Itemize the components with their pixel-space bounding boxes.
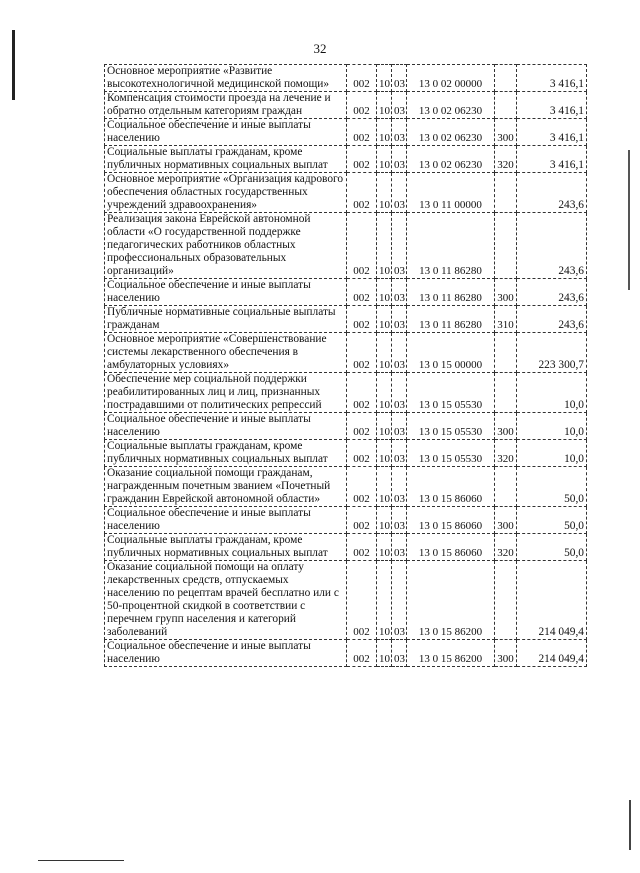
- expense-type-code: 310: [495, 306, 517, 333]
- ministry-code: 002: [347, 173, 377, 213]
- expense-type-code: 320: [495, 146, 517, 173]
- ministry-code: 002: [347, 440, 377, 467]
- target-article-code: 13 0 15 05530: [407, 413, 495, 440]
- expense-type-code: [495, 213, 517, 279]
- section-code: 10: [377, 413, 392, 440]
- subsection-code: 03: [392, 279, 407, 306]
- section-code: 10: [377, 467, 392, 507]
- table-row: [105, 119, 587, 146]
- page-number: 32: [313, 41, 327, 56]
- expense-type-code: [495, 333, 517, 373]
- section-code: 10: [377, 92, 392, 119]
- row-name: Социальное обеспечение и иные выплаты населению: [105, 413, 347, 440]
- section-code: 10: [377, 333, 392, 373]
- table-row: [105, 173, 587, 213]
- target-article-code: 13 0 02 06230: [407, 119, 495, 146]
- expense-type-code: [495, 467, 517, 507]
- ministry-code: 002: [347, 65, 377, 92]
- section-code: 10: [377, 119, 392, 146]
- section-code: 10: [377, 373, 392, 413]
- expense-type-code: 320: [495, 534, 517, 561]
- subsection-code: 03: [392, 65, 407, 92]
- expense-type-code: [495, 92, 517, 119]
- row-name: Оказание социальной помощи на оплату лекарственных средств, отпускаемых населению по рецептам врачей бесплатно или с 50-процентной скидкой в соответствии с перечнем групп населения и категорий заболеваний: [105, 561, 347, 640]
- amount: 50,0: [517, 534, 587, 561]
- target-article-code: 13 0 11 00000: [407, 173, 495, 213]
- budget-table: [104, 64, 587, 667]
- section-code: 10: [377, 534, 392, 561]
- table-row: [105, 440, 587, 467]
- scan-edge-mark: [629, 800, 631, 850]
- amount: 243,6: [517, 213, 587, 279]
- table-row: [105, 65, 587, 92]
- target-article-code: 13 0 15 86060: [407, 507, 495, 534]
- target-article-code: 13 0 02 00000: [407, 65, 495, 92]
- target-article-code: 13 0 02 06230: [407, 92, 495, 119]
- table-row: [105, 333, 587, 373]
- table-row: [105, 467, 587, 507]
- section-code: 10: [377, 440, 392, 467]
- amount: 10,0: [517, 440, 587, 467]
- table-row: [105, 213, 587, 279]
- ministry-code: 002: [347, 561, 377, 640]
- subsection-code: 03: [392, 467, 407, 507]
- table-row: [105, 413, 587, 440]
- row-name: Компенсация стоимости проезда на лечение и обратно отдельным категориям граждан: [105, 92, 347, 119]
- section-code: 10: [377, 173, 392, 213]
- ministry-code: 002: [347, 507, 377, 534]
- table-row: [105, 92, 587, 119]
- amount: 50,0: [517, 507, 587, 534]
- amount: 214 049,4: [517, 640, 587, 667]
- subsection-code: 03: [392, 213, 407, 279]
- target-article-code: 13 0 15 86200: [407, 561, 495, 640]
- target-article-code: 13 0 15 00000: [407, 333, 495, 373]
- section-code: 10: [377, 640, 392, 667]
- amount: 243,6: [517, 279, 587, 306]
- amount: 10,0: [517, 373, 587, 413]
- budget-table-body: [105, 65, 587, 667]
- expense-type-code: 320: [495, 440, 517, 467]
- footnote-rule: [38, 860, 124, 861]
- expense-type-code: 300: [495, 640, 517, 667]
- row-name: Социальные выплаты гражданам, кроме публичных нормативных социальных выплат: [105, 534, 347, 561]
- ministry-code: 002: [347, 467, 377, 507]
- ministry-code: 002: [347, 413, 377, 440]
- ministry-code: 002: [347, 279, 377, 306]
- table-row: [105, 561, 587, 640]
- expense-type-code: 300: [495, 507, 517, 534]
- table-row: [105, 373, 587, 413]
- row-name: Социальные выплаты гражданам, кроме публичных нормативных социальных выплат: [105, 440, 347, 467]
- table-row: [105, 507, 587, 534]
- subsection-code: 03: [392, 640, 407, 667]
- table-row: [105, 640, 587, 667]
- subsection-code: 03: [392, 373, 407, 413]
- target-article-code: 13 0 11 86280: [407, 279, 495, 306]
- amount: 243,6: [517, 306, 587, 333]
- amount: 3 416,1: [517, 146, 587, 173]
- expense-type-code: [495, 173, 517, 213]
- row-name: Социальные выплаты гражданам, кроме публичных нормативных социальных выплат: [105, 146, 347, 173]
- amount: 3 416,1: [517, 92, 587, 119]
- subsection-code: 03: [392, 306, 407, 333]
- section-code: 10: [377, 306, 392, 333]
- ministry-code: 002: [347, 213, 377, 279]
- expense-type-code: 300: [495, 119, 517, 146]
- row-name: Социальное обеспечение и иные выплаты населению: [105, 507, 347, 534]
- expense-type-code: 300: [495, 413, 517, 440]
- subsection-code: 03: [392, 146, 407, 173]
- subsection-code: 03: [392, 440, 407, 467]
- section-code: 10: [377, 146, 392, 173]
- amount: 223 300,7: [517, 333, 587, 373]
- expense-type-code: [495, 561, 517, 640]
- section-code: 10: [377, 507, 392, 534]
- subsection-code: 03: [392, 119, 407, 146]
- expense-type-code: [495, 373, 517, 413]
- subsection-code: 03: [392, 534, 407, 561]
- ministry-code: 002: [347, 92, 377, 119]
- subsection-code: 03: [392, 333, 407, 373]
- row-name: Оказание социальной помощи гражданам, награжденным почетным званием «Почетный гражданин Еврейской автономной области»: [105, 467, 347, 507]
- ministry-code: 002: [347, 333, 377, 373]
- target-article-code: 13 0 11 86280: [407, 213, 495, 279]
- ministry-code: 002: [347, 640, 377, 667]
- subsection-code: 03: [392, 561, 407, 640]
- ministry-code: 002: [347, 306, 377, 333]
- ministry-code: 002: [347, 534, 377, 561]
- section-code: 10: [377, 213, 392, 279]
- target-article-code: 13 0 15 05530: [407, 373, 495, 413]
- subsection-code: 03: [392, 413, 407, 440]
- section-code: 10: [377, 279, 392, 306]
- target-article-code: 13 0 15 86200: [407, 640, 495, 667]
- amount: 243,6: [517, 173, 587, 213]
- row-name: Публичные нормативные социальные выплаты гражданам: [105, 306, 347, 333]
- row-name: Основное мероприятие «Развитие высокотехнологичной медицинской помощи»: [105, 65, 347, 92]
- table-row: [105, 279, 587, 306]
- subsection-code: 03: [392, 173, 407, 213]
- row-name: Социальное обеспечение и иные выплаты населению: [105, 119, 347, 146]
- amount: 50,0: [517, 467, 587, 507]
- amount: 3 416,1: [517, 65, 587, 92]
- expense-type-code: [495, 65, 517, 92]
- row-name: Социальное обеспечение и иные выплаты населению: [105, 640, 347, 667]
- row-name: Социальное обеспечение и иные выплаты населению: [105, 279, 347, 306]
- amount: 10,0: [517, 413, 587, 440]
- expense-type-code: 300: [495, 279, 517, 306]
- subsection-code: 03: [392, 92, 407, 119]
- target-article-code: 13 0 15 05530: [407, 440, 495, 467]
- row-name: Основное мероприятие «Совершенствование системы лекарственного обеспечения в амбулаторных условиях»: [105, 333, 347, 373]
- table-row: [105, 534, 587, 561]
- ministry-code: 002: [347, 373, 377, 413]
- section-code: 10: [377, 561, 392, 640]
- table-row: [105, 306, 587, 333]
- ministry-code: 002: [347, 119, 377, 146]
- target-article-code: 13 0 15 86060: [407, 467, 495, 507]
- target-article-code: 13 0 11 86280: [407, 306, 495, 333]
- table-row: [105, 146, 587, 173]
- amount: 3 416,1: [517, 119, 587, 146]
- ministry-code: 002: [347, 146, 377, 173]
- target-article-code: 13 0 15 86060: [407, 534, 495, 561]
- row-name: Реализация закона Еврейской автономной области «О государственной поддержке педагогических работников областных профессиональных образовательных организаций»: [105, 213, 347, 279]
- section-code: 10: [377, 65, 392, 92]
- subsection-code: 03: [392, 507, 407, 534]
- row-name: Основное мероприятие «Организация кадрового обеспечения областных государственных учреждений здравоохранения»: [105, 173, 347, 213]
- target-article-code: 13 0 02 06230: [407, 146, 495, 173]
- row-name: Обеспечение мер социальной поддержки реабилитированных лиц и лиц, признанных пострадавшими от политических репрессий: [105, 373, 347, 413]
- amount: 214 049,4: [517, 561, 587, 640]
- scan-edge-mark: [628, 150, 630, 290]
